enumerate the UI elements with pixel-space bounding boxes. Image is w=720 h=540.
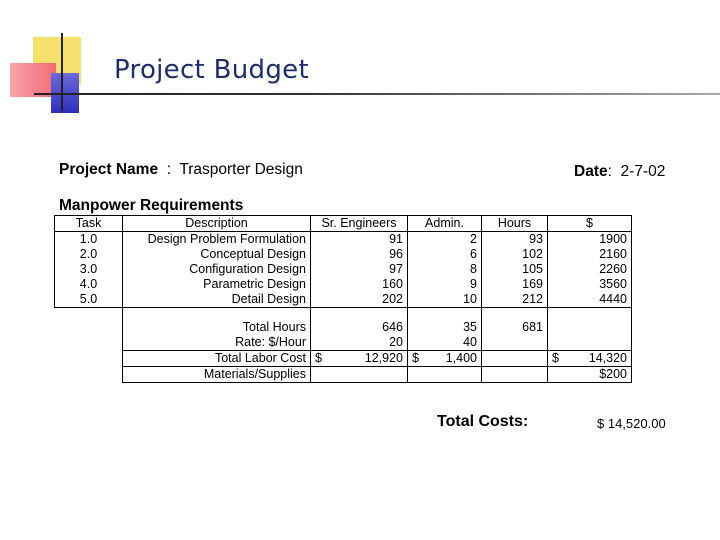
header-admin: Admin. xyxy=(408,216,482,232)
table-header-row xyxy=(55,216,632,232)
currency-symbol: $ xyxy=(412,351,419,365)
logo-red-square xyxy=(10,63,56,97)
rate-engineers: 20 xyxy=(311,335,408,351)
header-hours: Hours xyxy=(482,216,548,232)
total-hours-hours: 681 xyxy=(482,320,548,335)
total-costs-value: $ 14,520.00 xyxy=(597,416,666,431)
description-cell: Detail Design xyxy=(123,292,311,308)
labor-engineers-value: 12,920 xyxy=(364,351,403,365)
dollars-cell: 3560 xyxy=(548,277,632,292)
budget-table xyxy=(54,215,632,383)
admin-cell: 2 xyxy=(408,232,482,248)
total-hours-label: Total Hours xyxy=(123,320,311,335)
table-row xyxy=(55,277,632,292)
total-hours-admin: 35 xyxy=(408,320,482,335)
table-row xyxy=(55,247,632,262)
admin-cell: 6 xyxy=(408,247,482,262)
task-cell: 1.0 xyxy=(55,232,123,248)
header-engineers: Sr. Engineers xyxy=(311,216,408,232)
labor-cost-admin xyxy=(408,351,482,367)
currency-symbol: $ xyxy=(552,351,559,365)
header-task: Task xyxy=(55,216,123,232)
task-cell: 4.0 xyxy=(55,277,123,292)
hours-cell: 93 xyxy=(482,232,548,248)
slide-title: Project Budget xyxy=(114,55,309,85)
budget-document xyxy=(54,158,684,458)
total-hours-row xyxy=(55,320,632,335)
header-description: Description xyxy=(123,216,311,232)
hours-cell: 102 xyxy=(482,247,548,262)
logo-vertical-line xyxy=(61,33,63,111)
title-underline xyxy=(34,93,720,95)
header-dollars: $ xyxy=(548,216,632,232)
table-row xyxy=(55,262,632,277)
total-hours-engineers: 646 xyxy=(311,320,408,335)
hours-cell: 169 xyxy=(482,277,548,292)
materials-value: $200 xyxy=(548,367,632,383)
description-cell: Parametric Design xyxy=(123,277,311,292)
task-cell: 3.0 xyxy=(55,262,123,277)
engineers-cell: 91 xyxy=(311,232,408,248)
rate-admin: 40 xyxy=(408,335,482,351)
project-name-value: Trasporter Design xyxy=(179,161,303,178)
labor-cost-engineers xyxy=(311,351,408,367)
dollars-cell: 2260 xyxy=(548,262,632,277)
slide-logo-decoration xyxy=(0,0,110,115)
materials-row xyxy=(55,367,632,383)
date-label: Date xyxy=(574,163,608,180)
project-name-label: Project Name xyxy=(59,161,159,178)
dollars-cell: 1900 xyxy=(548,232,632,248)
labor-total-value: 14,320 xyxy=(588,351,627,365)
rate-label: Rate: $/Hour xyxy=(123,335,311,351)
task-cell: 5.0 xyxy=(55,292,123,308)
description-cell: Configuration Design xyxy=(123,262,311,277)
hours-cell: 212 xyxy=(482,292,548,308)
engineers-cell: 202 xyxy=(311,292,408,308)
project-name-line xyxy=(59,161,303,179)
dollars-cell: 2160 xyxy=(548,247,632,262)
admin-cell: 9 xyxy=(408,277,482,292)
table-row xyxy=(55,232,632,248)
labor-admin-value: 1,400 xyxy=(445,351,477,365)
date-line: Date: 2-7-02 xyxy=(574,163,666,180)
currency-symbol: $ xyxy=(315,351,322,365)
description-cell: Design Problem Formulation xyxy=(123,232,311,248)
admin-cell: 10 xyxy=(408,292,482,308)
engineers-cell: 160 xyxy=(311,277,408,292)
labor-cost-label: Total Labor Cost xyxy=(123,351,311,367)
date-value: 2-7-02 xyxy=(620,163,666,180)
labor-cost-total xyxy=(548,351,632,367)
dollars-cell: 4440 xyxy=(548,292,632,308)
admin-cell: 8 xyxy=(408,262,482,277)
labor-cost-row xyxy=(55,351,632,367)
spacer-row xyxy=(55,308,632,321)
total-costs-label: Total Costs: xyxy=(437,413,529,430)
engineers-cell: 97 xyxy=(311,262,408,277)
hours-cell: 105 xyxy=(482,262,548,277)
table-row xyxy=(55,292,632,308)
section-heading: Manpower Requirements xyxy=(59,197,244,214)
description-cell: Conceptual Design xyxy=(123,247,311,262)
engineers-cell: 96 xyxy=(311,247,408,262)
materials-label: Materials/Supplies xyxy=(123,367,311,383)
project-name-separator: : xyxy=(166,161,172,178)
task-cell: 2.0 xyxy=(55,247,123,262)
rate-row xyxy=(55,335,632,351)
